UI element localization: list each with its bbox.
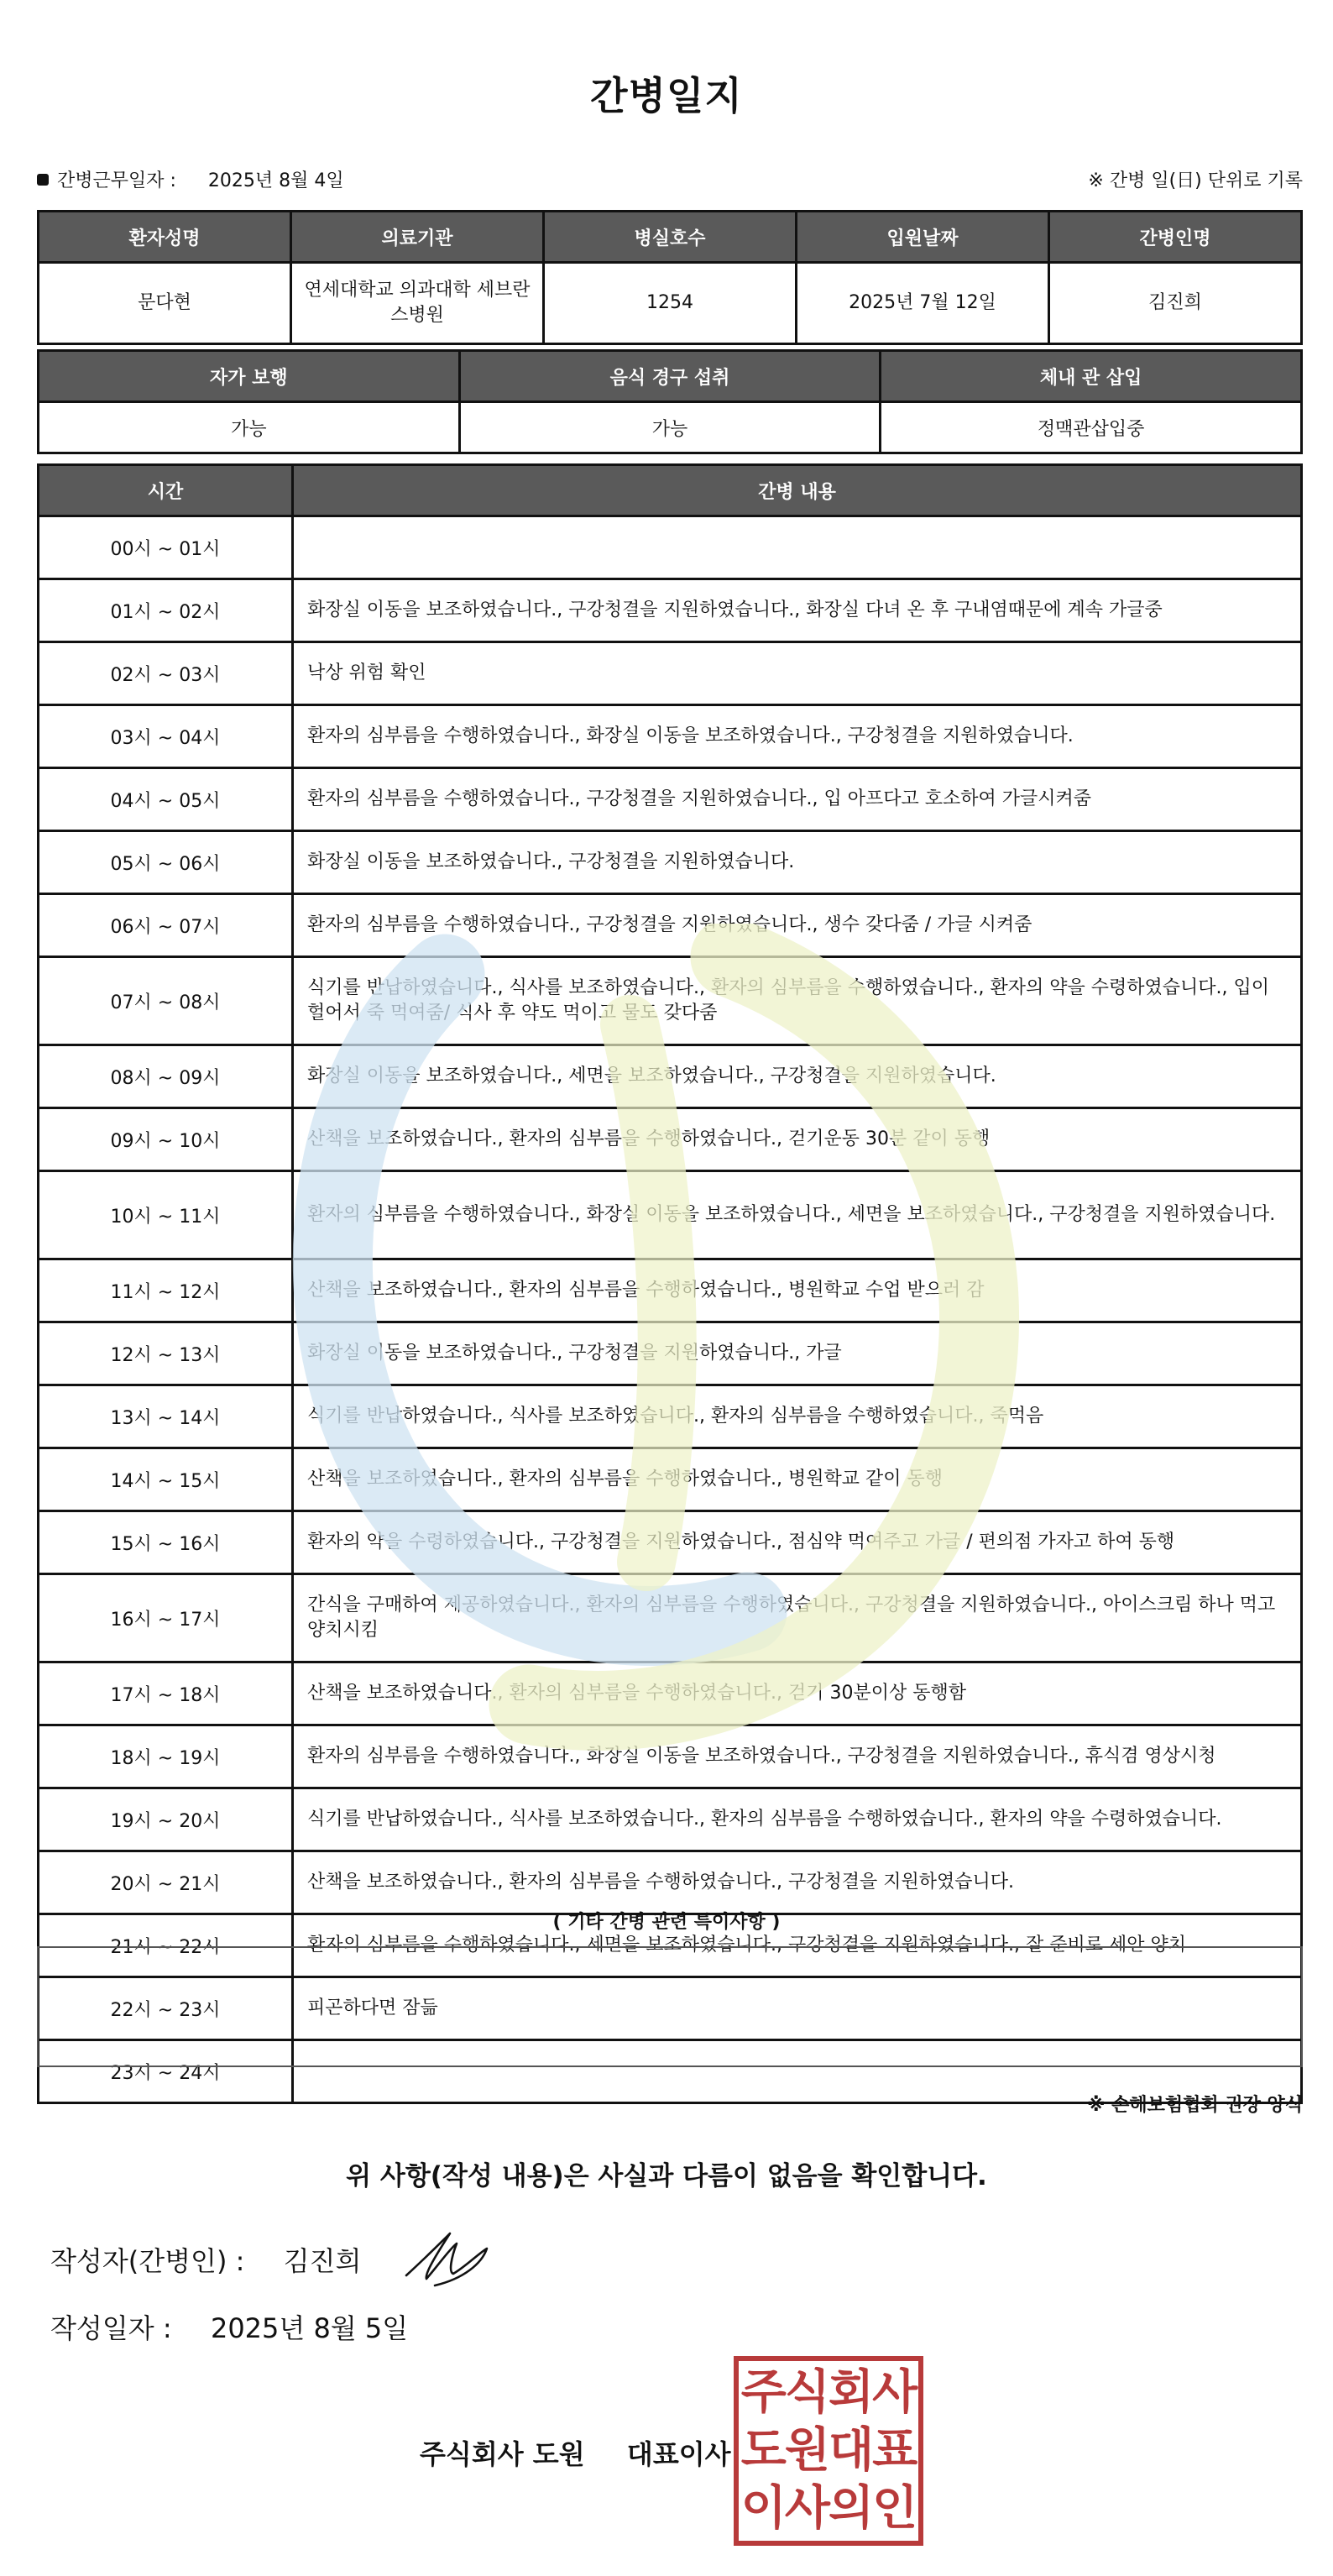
header-self-walking: 자가 보행 <box>39 351 460 402</box>
log-content: 환자의 심부름을 수행하였습니다., 구강청결을 지원하였습니다., 입 아프다고 호소하여 가글시켜줌 <box>293 768 1302 831</box>
patient-info-value-row <box>39 263 1302 344</box>
table-row <box>39 579 1302 642</box>
writer-line <box>50 2240 362 2279</box>
caregiver-name: 김진희 <box>1049 263 1302 344</box>
log-content: 낙상 위험 확인 <box>293 642 1302 705</box>
header-care-content: 간병 내용 <box>293 465 1302 516</box>
log-time: 13시 ~ 14시 <box>39 1385 293 1448</box>
table-row <box>39 1725 1302 1788</box>
log-time: 11시 ~ 12시 <box>39 1259 293 1322</box>
table-row <box>39 1574 1302 1662</box>
log-time: 03시 ~ 04시 <box>39 705 293 768</box>
header-room-number: 병실호수 <box>544 212 797 263</box>
log-time: 12시 ~ 13시 <box>39 1322 293 1385</box>
log-time: 10시 ~ 11시 <box>39 1171 293 1259</box>
log-content: 식기를 반납하였습니다., 식사를 보조하였습니다., 환자의 심부름을 수행하였습니다., 환자의 약을 수령하였습니다. <box>293 1788 1302 1851</box>
log-content: 화장실 이동을 보조하였습니다., 세면을 보조하였습니다., 구강청결을 지원하였습니다. <box>293 1045 1302 1108</box>
confirmation-statement: 위 사항(작성 내용)은 사실과 다름이 없음을 확인합니다. <box>346 2161 987 2191</box>
log-content: 환자의 심부름을 수행하였습니다., 세면을 보조하였습니다., 구강청결을 지원하였습니다., 잘 준비로 세안 양치 <box>293 1914 1302 1977</box>
hourly-care-log-table <box>37 463 1303 2104</box>
patient-name: 문다현 <box>39 263 291 344</box>
log-time: 02시 ~ 03시 <box>39 642 293 705</box>
table-row <box>39 642 1302 705</box>
table-row <box>39 1788 1302 1851</box>
log-time: 01시 ~ 02시 <box>39 579 293 642</box>
log-content: 산책을 보조하였습니다., 환자의 심부름을 수행하였습니다., 걷기 30분이상 동행함 <box>293 1662 1302 1725</box>
table-row <box>39 1108 1302 1171</box>
hospital-name: 연세대학교 의과대학 세브란스병원 <box>291 263 544 344</box>
table-row <box>39 1259 1302 1322</box>
table-row <box>39 1322 1302 1385</box>
remarks-box <box>37 1946 1303 2067</box>
self-walking-value: 가능 <box>39 402 460 453</box>
seal-line: 이사의인 <box>740 2480 917 2536</box>
log-content: 산책을 보조하였습니다., 환자의 심부름을 수행하였습니다., 병원학교 같이 동행 <box>293 1448 1302 1511</box>
log-content: 간식을 구매하여 제공하였습니다., 환자의 심부름을 수행하였습니다., 구강청결을 지원하였습니다., 아이스크림 하나 먹고 양치시킴 <box>293 1574 1302 1662</box>
log-content: 산책을 보조하였습니다., 환자의 심부름을 수행하였습니다., 병원학교 수업 받으러 감 <box>293 1259 1302 1322</box>
daily-record-note: ※ 간병 일(日) 단위로 기록 <box>1088 170 1303 191</box>
log-time: 19시 ~ 20시 <box>39 1788 293 1851</box>
room-number: 1254 <box>544 263 797 344</box>
log-content: 화장실 이동을 보조하였습니다., 구강청결을 지원하였습니다. <box>293 831 1302 894</box>
table-row <box>39 768 1302 831</box>
log-content: 화장실 이동을 보조하였습니다., 구강청결을 지원하였습니다., 화장실 다녀 온 후 구내염때문에 계속 가글중 <box>293 579 1302 642</box>
log-time: 07시 ~ 08시 <box>39 957 293 1045</box>
log-content: 환자의 심부름을 수행하였습니다., 화장실 이동을 보조하였습니다., 세면을 보조하였습니다., 구강청결을 지원하였습니다. <box>293 1171 1302 1259</box>
log-time: 22시 ~ 23시 <box>39 1977 293 2040</box>
log-time: 16시 ~ 17시 <box>39 1574 293 1662</box>
table-row <box>39 1171 1302 1259</box>
log-time: 17시 ~ 18시 <box>39 1662 293 1725</box>
log-time: 15시 ~ 16시 <box>39 1511 293 1574</box>
log-time: 04시 ~ 05시 <box>39 768 293 831</box>
log-time: 18시 ~ 19시 <box>39 1725 293 1788</box>
log-time: 23시 ~ 24시 <box>39 2040 293 2103</box>
log-content: 식기를 반납하였습니다., 식사를 보조하였습니다., 환자의 심부름을 수행하였습니다., 죽먹음 <box>293 1385 1302 1448</box>
header-patient-name: 환자성명 <box>39 212 291 263</box>
log-content: 산책을 보조하였습니다., 환자의 심부름을 수행하였습니다., 구강청결을 지원하였습니다. <box>293 1851 1302 1914</box>
log-time: 08시 ~ 09시 <box>39 1045 293 1108</box>
log-time: 09시 ~ 10시 <box>39 1108 293 1171</box>
log-content: 식기를 반납하였습니다., 식사를 보조하였습니다., 환자의 심부름을 수행하였습니다., 환자의 약을 수령하였습니다., 입이 헐어서 죽 먹여줌/ 식사 후 약도 먹이고 물도 갖다줌 <box>293 957 1302 1045</box>
log-content: 산책을 보조하였습니다., 환자의 심부름을 수행하였습니다., 걷기운동 30분 같이 동행 <box>293 1108 1302 1171</box>
work-date-line <box>37 166 344 192</box>
table-row <box>39 1385 1302 1448</box>
page-title: 간병일지 <box>590 73 743 118</box>
signature-icon <box>401 2223 494 2291</box>
company-seal-stamp <box>734 2356 923 2546</box>
admission-date: 2025년 7월 12일 <box>797 263 1049 344</box>
log-time: 00시 ~ 01시 <box>39 516 293 579</box>
log-content <box>293 516 1302 579</box>
patient-status-table <box>37 349 1303 454</box>
table-row <box>39 1511 1302 1574</box>
table-row <box>39 957 1302 1045</box>
header-admission-date: 입원날짜 <box>797 212 1049 263</box>
written-date-line <box>50 2307 408 2346</box>
writer-name: 김진희 <box>283 2245 362 2277</box>
log-time: 21시 ~ 22시 <box>39 1914 293 1977</box>
header-hospital: 의료기관 <box>291 212 544 263</box>
table-row <box>39 831 1302 894</box>
log-content: 피곤하다면 잠듦 <box>293 1977 1302 2040</box>
log-time: 20시 ~ 21시 <box>39 1851 293 1914</box>
table-row <box>39 1851 1302 1914</box>
recommended-form-note: ※ 손해보험협회 권장 양식 <box>1087 2095 1303 2116</box>
company-name: 주식회사 도원 <box>420 2438 585 2470</box>
table-row <box>39 1662 1302 1725</box>
table-row <box>39 705 1302 768</box>
work-date-value: 2025년 8월 4일 <box>207 170 344 191</box>
bullet-square-icon <box>37 174 49 186</box>
table-row <box>39 1045 1302 1108</box>
oral-intake-value: 가능 <box>459 402 881 453</box>
seal-line: 도원대표 <box>740 2422 917 2478</box>
table-row <box>39 516 1302 579</box>
company-role: 대표이사 <box>626 2438 731 2470</box>
log-time: 05시 ~ 06시 <box>39 831 293 894</box>
log-content: 환자의 심부름을 수행하였습니다., 구강청결을 지원하였습니다., 생수 갖다줌 / 가글 시켜줌 <box>293 894 1302 957</box>
patient-info-header-row <box>39 212 1302 263</box>
log-header-row <box>39 465 1302 516</box>
company-line <box>420 2433 731 2472</box>
table-row <box>39 894 1302 957</box>
log-time: 14시 ~ 15시 <box>39 1448 293 1511</box>
table-row <box>39 1448 1302 1511</box>
written-date-value: 2025년 8월 5일 <box>210 2312 409 2344</box>
log-content: 환자의 심부름을 수행하였습니다., 화장실 이동을 보조하였습니다., 구강청결을 지원하였습니다. <box>293 705 1302 768</box>
written-date-label: 작성일자 : <box>50 2312 172 2344</box>
remarks-title: ( 기타 간병 관련 특이사항 ) <box>552 1912 781 1933</box>
status-value-row <box>39 402 1302 453</box>
seal-line: 주식회사 <box>740 2365 917 2421</box>
header-tube-insertion: 체내 관 삽입 <box>881 351 1302 402</box>
log-time: 06시 ~ 07시 <box>39 894 293 957</box>
header-time: 시간 <box>39 465 293 516</box>
status-header-row <box>39 351 1302 402</box>
log-content: 환자의 심부름을 수행하였습니다., 화장실 이동을 보조하였습니다., 구강청결을 지원하였습니다., 휴식겸 영상시청 <box>293 1725 1302 1788</box>
header-caregiver-name: 간병인명 <box>1049 212 1302 263</box>
tube-insertion-value: 정맥관삽입중 <box>881 402 1302 453</box>
header-oral-intake: 음식 경구 섭취 <box>459 351 881 402</box>
log-content: 환자의 약을 수령하였습니다., 구강청결을 지원하였습니다., 점심약 먹여주고 가글 / 편의점 가자고 하여 동행 <box>293 1511 1302 1574</box>
patient-info-table <box>37 210 1303 345</box>
log-content: 화장실 이동을 보조하였습니다., 구강청결을 지원하였습니다., 가글 <box>293 1322 1302 1385</box>
work-date-label: 간병근무일자 : <box>57 170 176 191</box>
writer-label: 작성자(간병인) : <box>50 2245 245 2277</box>
